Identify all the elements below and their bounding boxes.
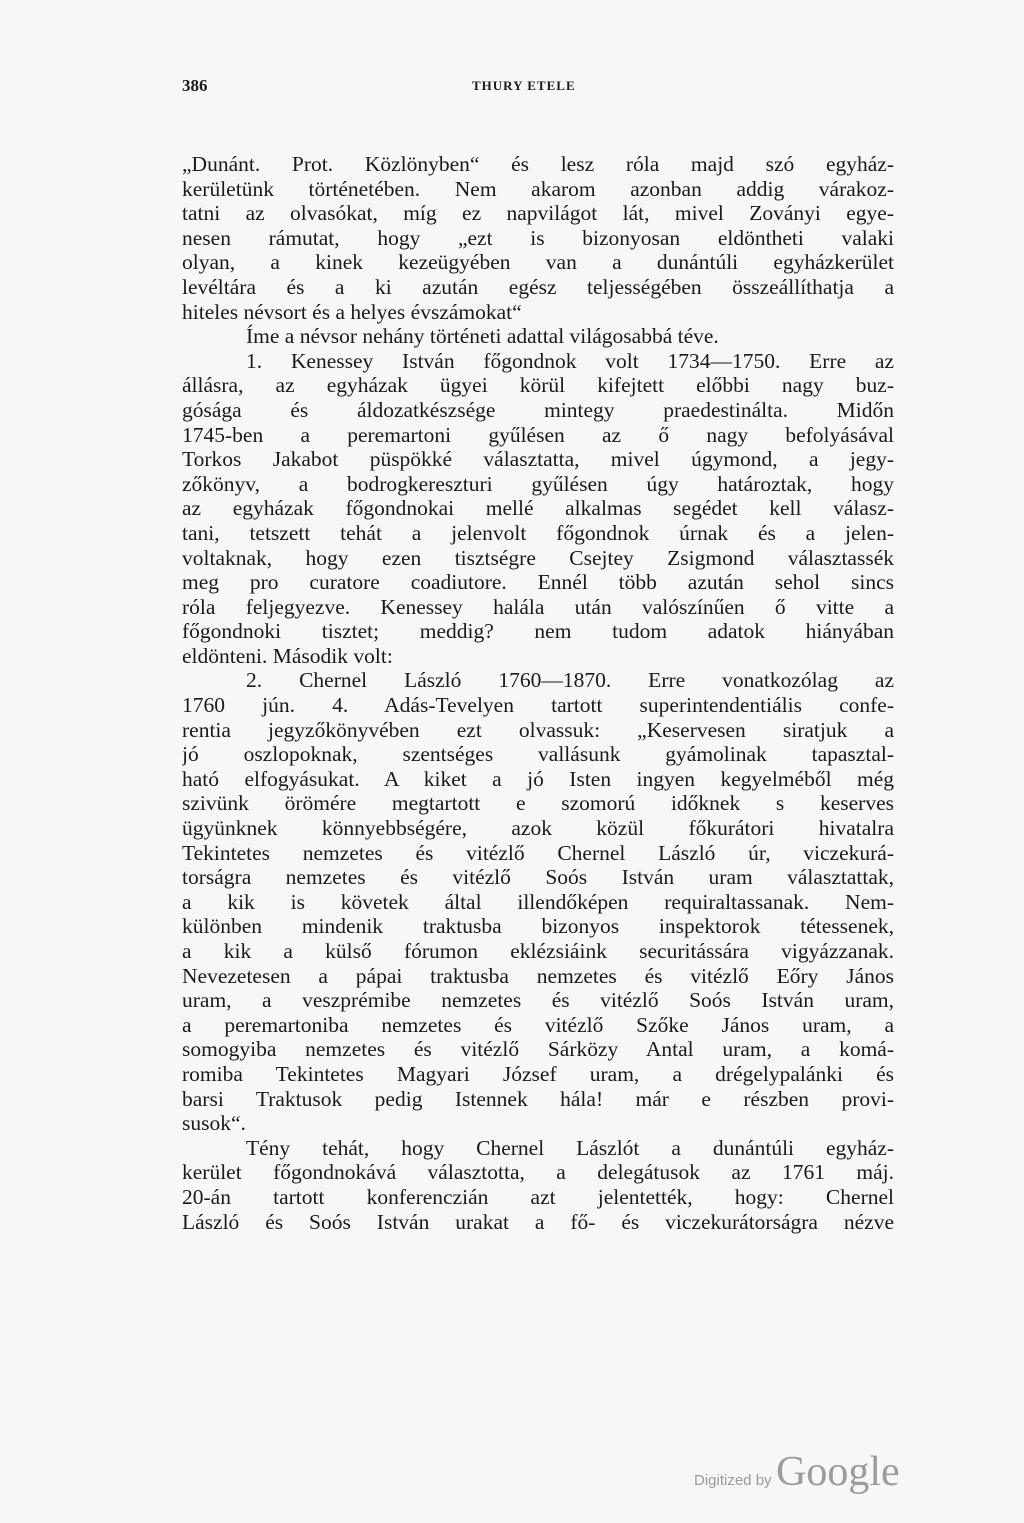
text-line: a peremartoniba nemzetes és vitézlő Szőke János uram, a [182,1012,894,1037]
text-line: nesen rámutat, hogy „ezt is bizonyosan eldöntheti valaki [182,225,894,250]
text-line: tani, tetszett tehát a jelenvolt főgondnok úrnak és a jelen- [182,520,894,545]
text-line: kerületünk történetében. Nem akarom azonban addig várakoz- [182,176,894,201]
text-line: uram, a veszprémibe nemzetes és vitézlő Soós István uram, [182,988,894,1013]
text-line: ügyünknek könnyebbségére, azok közül főkurátori hivatalra [182,816,894,841]
text-line: Tény tehát, hogy Chernel Lászlót a dunántúli egyház- [246,1135,894,1160]
text-line: romiba Tekintetes Magyari József uram, a drégelypalánki és [182,1061,894,1086]
text-line: a kik a külső fórumon eklézsiáink securitássára vigyázzanak. [182,939,894,963]
text-line: Torkos Jakabot püspökké választatta, mivel úgymond, a jegy- [182,447,894,472]
text-line: az egyházak főgondnokai mellé alkalmas segédet kell válasz- [182,496,894,521]
body-text [182,152,894,1234]
watermark-prefix: Digitized by [694,1472,772,1489]
text-line: különben mindenik traktusba bizonyos inspektorok tétessenek, [182,914,894,939]
text-line: 1. Kenessey István főgondnok volt 1734—1750. Erre az [246,348,894,373]
text-line: „Dunánt. Prot. Közlönyben“ és lesz róla majd szó egyház- [182,152,894,176]
text-line: róla feljegyezve. Kenessey halála után valószínűen ő vitte a [182,594,894,619]
text-line: eldönteni. Második volt: [182,643,393,668]
text-line: kerület főgondnokává választotta, a delegátusok az 1761 máj. [182,1160,894,1185]
text-line: 2. Chernel László 1760—1870. Erre vonatkozólag az [246,668,894,693]
text-line: susok“. [182,1111,246,1136]
text-line: főgondnoki tisztet; meddig? nem tudom adatok hiányában [182,619,894,644]
text-line: állásra, az egyházak ügyei körül kifejtett előbbi nagy buz- [182,373,894,398]
text-line: Nevezetesen a pápai traktusba nemzetes és vitézlő Eőry János [182,963,894,988]
text-line: a kik is követek által illendőképen requiraltassanak. Nem- [182,889,894,914]
text-line: somogyiba nemzetes és vitézlő Sárközy Antal uram, a komá- [182,1037,894,1062]
google-logo: Google [776,1449,900,1495]
text-line: barsi Traktusok pedig Istennek hála! már e részben provi- [182,1086,894,1111]
page-number: 386 [182,76,208,95]
text-line: voltaknak, hogy ezen tisztségre Csejtey Zsigmond választassék [182,545,894,570]
text-line: zőkönyv, a bodrogkereszturi gyűlésen úgy határoztak, hogy [182,471,894,496]
text-line: levéltára és a ki azután egész teljességében összeállíthatja a [182,274,894,299]
text-line: 1760 jún. 4. Adás-Tevelyen tartott superintendentiális confe- [182,693,894,718]
running-title: THURY ETELE [472,78,576,93]
text-line: meg pro curatore coadiutore. Ennél több azután sehol sincs [182,570,894,595]
text-line: Íme a névsor nehány történeti adattal világosabbá téve. [246,324,719,349]
digitized-by-google-watermark [694,1448,900,1496]
text-line: hiteles névsort és a helyes évszámokat“ [182,299,522,324]
text-line: szivünk örömére megtartott e szomorú időknek s keserves [182,791,894,816]
text-line: 1745-ben a peremartoni gyűlésen az ő nagy befolyásával [182,422,894,447]
text-line: gósága és áldozatkészsége mintegy praedestinálta. Midőn [182,397,894,422]
text-line: ható elfogyásukat. A kiket a jó Isten ingyen kegyelméből még [182,766,894,791]
text-line: torságra nemzetes és vitézlő Soós István uram választattak, [182,865,894,890]
text-line: rentia jegyzőkönyvében ezt olvassuk: „Keservesen siratjuk a [182,717,894,742]
text-line: jó oszlopoknak, szentséges vallásunk gyámolinak tapasztal- [182,742,894,767]
page-header [182,76,897,106]
text-line: tatni az olvasókat, míg ez napvilágot lát, mivel Zoványi egye- [182,201,894,226]
text-line: 20-án tartott konferenczián azt jelentették, hogy: Chernel [182,1184,894,1209]
text-line: Tekintetes nemzetes és vitézlő Chernel László úr, viczekurá- [182,840,894,865]
text-line: olyan, a kinek kezeügyében van a dunántúli egyházkerület [182,250,894,275]
text-line: László és Soós István urakat a fő- és viczekurátorságra nézve [182,1209,894,1234]
